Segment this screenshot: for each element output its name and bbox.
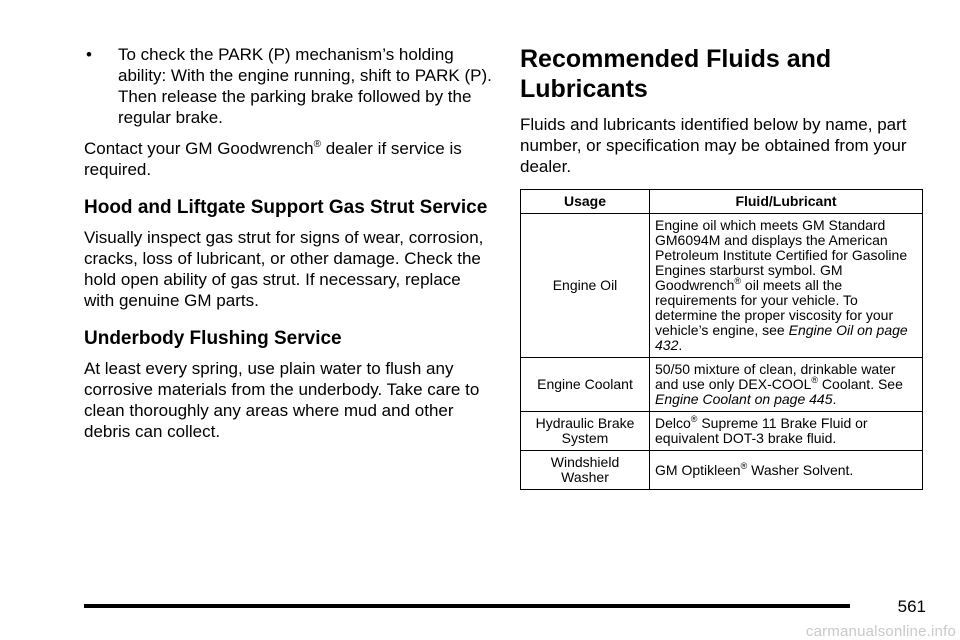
fluid-text: oil meets all the requirements for your vehicle. To determine the proper viscosity for your vehicle’s engine, see	[655, 277, 894, 338]
footer-rule	[84, 604, 850, 608]
table-row	[521, 412, 923, 451]
table-row	[521, 451, 923, 490]
hood-strut-body: Visually inspect gas strut for signs of wear, corrosion, cracks, loss of lubricant, or other damage. Check the hold open ability of gas strut. If necessary, replace with genuine GM parts.	[84, 228, 484, 310]
left-column	[84, 44, 494, 452]
fluid-text: Washer Solvent.	[747, 461, 854, 478]
registered-mark: ®	[740, 460, 748, 471]
fluid-text: Delco	[655, 415, 691, 431]
park-check-bullet	[84, 44, 494, 128]
hood-strut-heading: Hood and Liftgate Support Gas Strut Service	[84, 197, 488, 218]
registered-mark: ®	[734, 276, 742, 286]
fluid-text: Coolant. See	[818, 376, 903, 392]
park-check-text: To check the PARK (P) mechanism’s holding ability: With the engine running, shift to PARK (P). Then release the parking brake followed by the regular brake.	[118, 45, 492, 127]
registered-mark: ®	[811, 375, 819, 385]
table-row	[521, 358, 923, 412]
underbody-body: At least every spring, use plain water to flush any corrosive materials from the underbody. Take care to clean thoroughly any areas where mud and other debris can collect.	[84, 359, 480, 441]
page-reference-link[interactable]: Engine Coolant on page 445	[655, 391, 833, 407]
fluid-text: .	[832, 391, 837, 407]
right-column	[520, 44, 924, 490]
fluid-text: .	[678, 337, 683, 353]
fluids-intro: Fluids and lubricants identified below by name, part number, or specification may be obtained from your dealer.	[520, 115, 907, 176]
table-row	[521, 214, 923, 358]
usage-cell: Engine Coolant	[521, 358, 650, 412]
header-usage: Usage	[521, 190, 650, 214]
fluid-text: Supreme 11 Brake Fluid or equivalent DOT-3 brake fluid.	[655, 415, 868, 446]
usage-cell: Engine Oil	[521, 214, 650, 358]
header-fluid: Fluid/Lubricant	[650, 190, 923, 214]
underbody-heading: Underbody Flushing Service	[84, 328, 342, 349]
registered-mark: ®	[690, 414, 698, 424]
fluids-heading	[520, 44, 924, 104]
fluid-text: Engine oil which meets GM Standard GM6094M and displays the American Petroleum Institute Certified for Gasoline Engines starburst symbol. GM Goodwrench	[655, 217, 908, 293]
fluids-table	[520, 189, 923, 490]
contact-dealer-text	[84, 138, 494, 180]
fluid-text: 50/50 mixture of clean, drinkable water and use only DEX-COOL	[655, 361, 896, 392]
table-header-row	[521, 190, 923, 214]
usage-cell: Windshield Washer	[521, 451, 650, 490]
fluid-cell	[650, 412, 923, 451]
fluids-heading-line1: Recommended Fluids and	[520, 45, 832, 73]
watermark: carmanualsonline.info	[805, 623, 956, 640]
fluids-heading-line2: Lubricants	[520, 75, 648, 103]
bullet-icon: •	[86, 45, 92, 64]
contact-post: dealer if service is required.	[84, 139, 462, 179]
contact-pre: Contact your GM Goodwrench	[84, 139, 314, 158]
fluid-cell	[650, 451, 923, 490]
fluid-text: GM Optikleen	[655, 461, 741, 478]
fluid-cell	[650, 214, 923, 358]
fluid-cell	[650, 358, 923, 412]
registered-mark: ®	[313, 139, 321, 150]
usage-cell: Hydraulic Brake System	[521, 412, 650, 451]
page-number: 561	[897, 597, 926, 616]
page-reference-link[interactable]: Engine Oil on page 432	[655, 322, 908, 353]
